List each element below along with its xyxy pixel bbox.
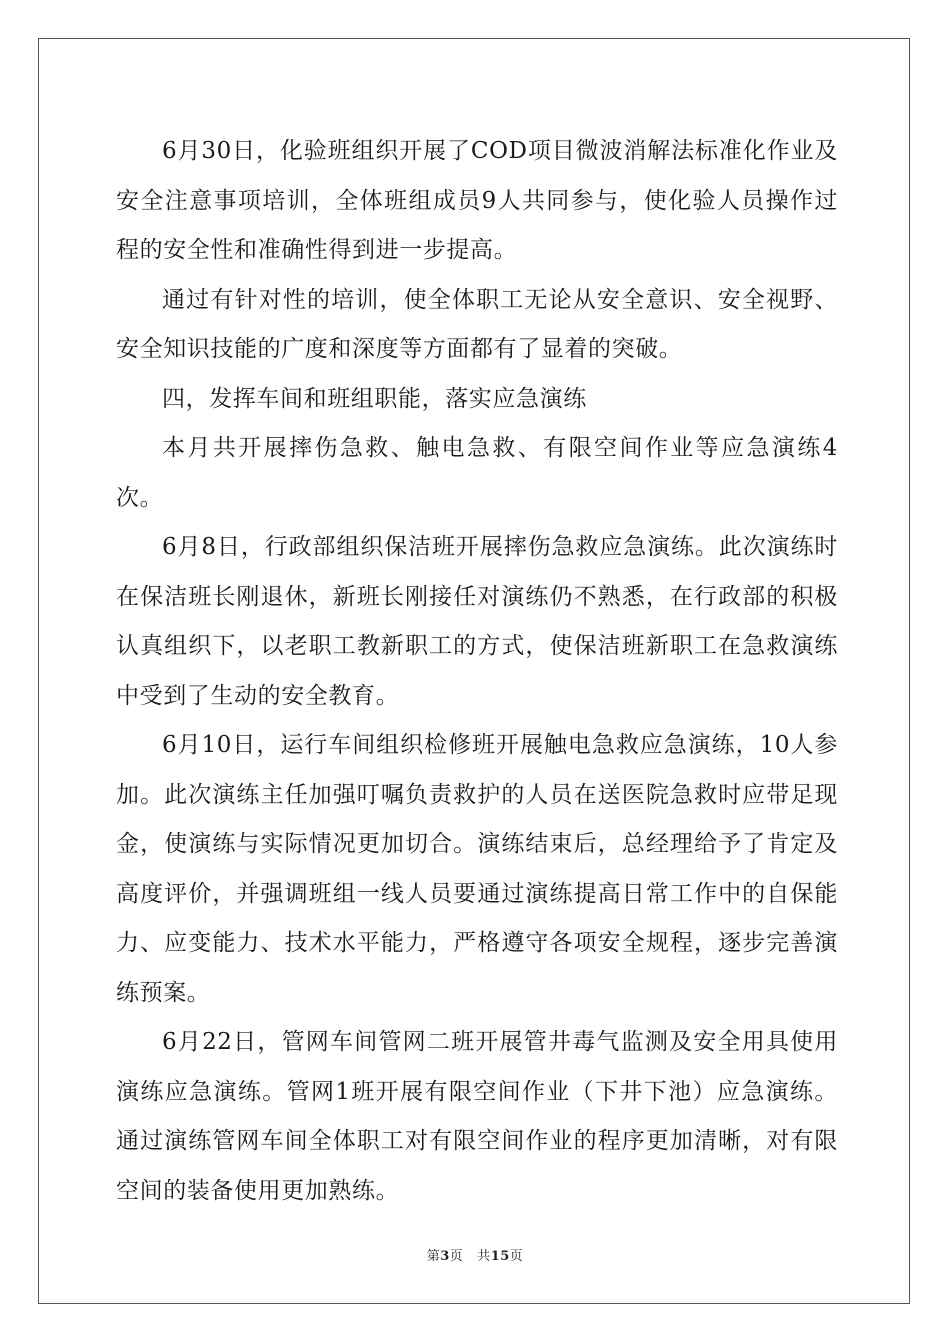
document-body: [116, 127, 838, 1216]
footer-total-pages: 15: [490, 1249, 510, 1264]
paragraph-training-summary: 通过有针对性的培训，使全体职工无论从安全意识、安全视野、安全知识技能的广度和深度等方面都有了显着的突破。: [116, 286, 838, 362]
paragraph-cod-training: 6月30日，化验班组织开展了COD项目微波消解法标准化作业及安全注意事项培训，全体班组成员9人共同参与，使化验人员操作过程的安全性和准确性得到进一步提高。: [116, 138, 838, 263]
paragraph-june-22-drill: 6月22日，管网车间管网二班开展管井毒气监测及安全用具使用演练应急演练。管网1班开展有限空间作业（下井下池）应急演练。通过演练管网车间全体职工对有限空间作业的程序更加清晰，对有限空间的装备使用更加熟练。: [116, 1029, 838, 1204]
footer-page-number: 3: [440, 1249, 450, 1264]
paragraph-drill-count: 本月共开展摔伤急救、触电急救、有限空间作业等应急演练4次。: [116, 435, 838, 511]
paragraph-june-10-drill: 6月10日，运行车间组织检修班开展触电急救应急演练，10人参加。此次演练主任加强叮嘱负责救护的人员在送医院急救时应带足现金，使演练与实际情况更加切合。演练结束后，总经理给予了肯定及高度评价，并强调班组一线人员要通过演练提高日常工作中的自保能力、应变能力、技术水平能力，严格遵守各项安全规程，逐步完善演练预案。: [116, 732, 838, 1006]
footer-prefix: 第: [426, 1249, 441, 1264]
paragraph-june-8-drill: 6月8日，行政部组织保洁班开展摔伤急救应急演练。此次演练时在保洁班长刚退休，新班长刚接任对演练仍不熟悉，在行政部的积极认真组织下，以老职工教新职工的方式，使保洁班新职工在急救演练中受到了生动的安全教育。: [116, 534, 838, 709]
footer-page-suffix: 页: [449, 1249, 464, 1264]
page-footer: [0, 1245, 950, 1264]
section-heading-drills: 四，发挥车间和班组职能，落实应急演练: [162, 385, 587, 412]
footer-total-prefix: 共: [477, 1249, 491, 1264]
footer-total-suffix: 页: [509, 1249, 524, 1264]
